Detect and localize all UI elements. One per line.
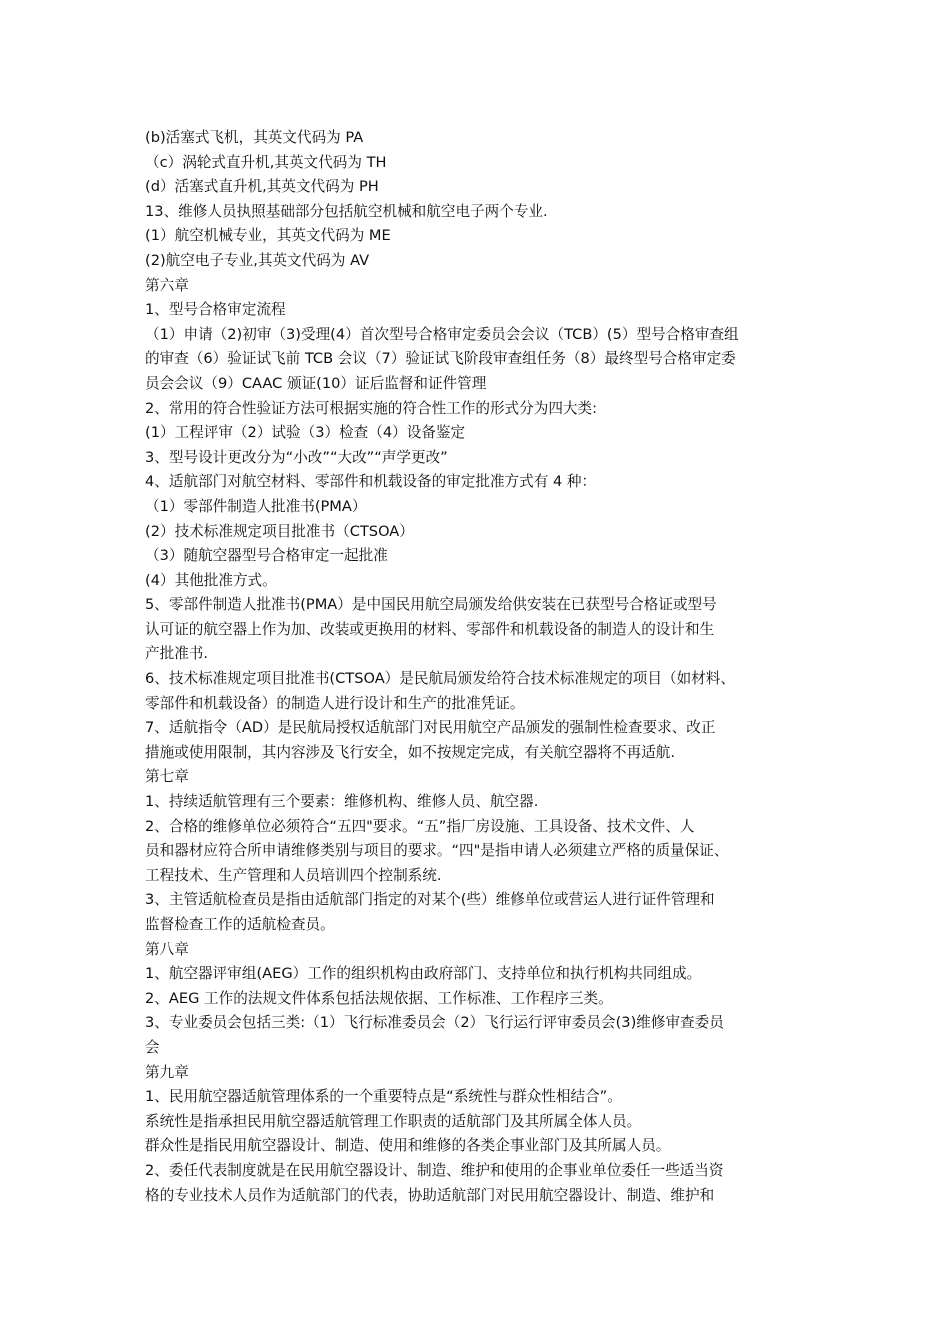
text-line: 1、航空器评审组(AEG）工作的组织机构由政府部门、支持单位和执行机构共同组成。	[145, 965, 702, 983]
text-line: (d）活塞式直升机,其英文代码为 PH	[145, 178, 379, 196]
text-line: 产批准书.	[145, 645, 209, 663]
text-line: 措施或使用限制，其内容涉及飞行安全，如不按规定完成，有关航空器将不再适航.	[145, 743, 676, 761]
text-line: （3）随航空器型号合格审定一起批准	[145, 547, 388, 565]
text-line: 认可证的航空器上作为加、改装或更换用的材料、零部件和机载设备的制造人的设计和生	[145, 620, 715, 638]
text-line: 会	[145, 1038, 160, 1056]
text-line: 6、技术标准规定项目批准书(CTSOA）是民航局颁发给符合技术标准规定的项目（如材料、	[145, 670, 735, 688]
text-line: (2）技术标准规定项目批准书（CTSOA）	[145, 522, 414, 540]
text-line: 2、AEG 工作的法规文件体系包括法规依据、工作标准、工作程序三类。	[145, 989, 613, 1007]
text-line: 3、专业委员会包括三类:（1）飞行标准委员会（2）飞行运行评审委员会(3)维修审查委员	[145, 1014, 724, 1032]
text-line: 1、型号合格审定流程	[145, 301, 286, 319]
text-line: 工程技术、生产管理和人员培训四个控制系统.	[145, 866, 442, 884]
text-line: （c）涡轮式直升机,其英文代码为 TH	[145, 153, 387, 171]
text-line: 2、常用的符合性验证方法可根据实施的符合性工作的形式分为四大类:	[145, 399, 598, 417]
text-line: 7、适航指令（AD）是民航局授权适航部门对民用航空产品颁发的强制性检查要求、改正	[145, 719, 716, 737]
text-line: 3、主管适航检查员是指由适航部门指定的对某个(些）维修单位或营运人进行证件管理和	[145, 891, 715, 909]
document-body	[145, 126, 825, 1208]
text-line: 群众性是指民用航空器设计、制造、使用和维修的各类企事业部门及其所属人员。	[145, 1137, 671, 1155]
text-line: 2、委任代表制度就是在民用航空器设计、制造、维护和使用的企事业单位委任一些适当资	[145, 1161, 724, 1179]
text-line: 第九章	[145, 1063, 189, 1081]
text-line: (2)航空电子专业,其英文代码为 AV	[145, 251, 370, 269]
text-line: 格的专业技术人员作为适航部门的代表，协助适航部门对民用航空器设计、制造、维护和	[145, 1186, 715, 1204]
text-line: 3、型号设计更改分为“小改”“大改”“声学更改”	[145, 448, 448, 466]
text-line: 第六章	[145, 276, 189, 294]
text-line: (b)活塞式飞机，其英文代码为 PA	[145, 129, 364, 146]
text-line: (4）其他批准方式。	[145, 571, 277, 589]
text-line: 第八章	[145, 940, 189, 958]
text-line: 1、持续适航管理有三个要素：维修机构、维修人员、航空器.	[145, 793, 539, 811]
text-line: 系统性是指承担民用航空器适航管理工作职责的适航部门及其所属全体人员。	[145, 1112, 642, 1130]
text-line: (1）工程评审（2）试验（3）检查（4）设备鉴定	[145, 424, 466, 442]
text-line: 5、零部件制造人批准书(PMA）是中国民用航空局颁发给供安装在已获型号合格证或型号	[145, 596, 717, 614]
text-line: 零部件和机载设备）的制造人进行设计和生产的批准凭证。	[145, 694, 525, 712]
text-line: （1）申请（2)初审（3)受理(4）首次型号合格审定委员会会议（TCB）(5）型号合格审查组	[145, 325, 739, 343]
text-line: (1）航空机械专业，其英文代码为 ME	[145, 227, 391, 245]
text-line: 2、合格的维修单位必须符合“五四"要求。“五”指厂房设施、工具设备、技术文件、人	[145, 817, 695, 835]
text-line: 1、民用航空器适航管理体系的一个重要特点是“系统性与群众性相结合”。	[145, 1088, 622, 1106]
text-line: （1）零部件制造人批准书(PMA）	[145, 497, 367, 515]
text-line: 员会会议（9）CAAC 颁证(10）证后监督和证件管理	[145, 374, 487, 392]
text-line: 13、维修人员执照基础部分包括航空机械和航空电子两个专业.	[145, 202, 548, 220]
text-line: 第七章	[145, 768, 189, 786]
text-line: 的审查（6）验证试飞前 TCB 会议（7）验证试飞阶段审查组任务（8）最终型号合格审定委	[145, 350, 736, 368]
text-line: 监督检查工作的适航检查员。	[145, 916, 335, 933]
text-line: 员和器材应符合所申请维修类别与项目的要求。“四"是指申请人必须建立严格的质量保证、	[145, 842, 729, 860]
text-line: 4、适航部门对航空材料、零部件和机载设备的审定批准方式有 4 种：	[145, 473, 597, 491]
